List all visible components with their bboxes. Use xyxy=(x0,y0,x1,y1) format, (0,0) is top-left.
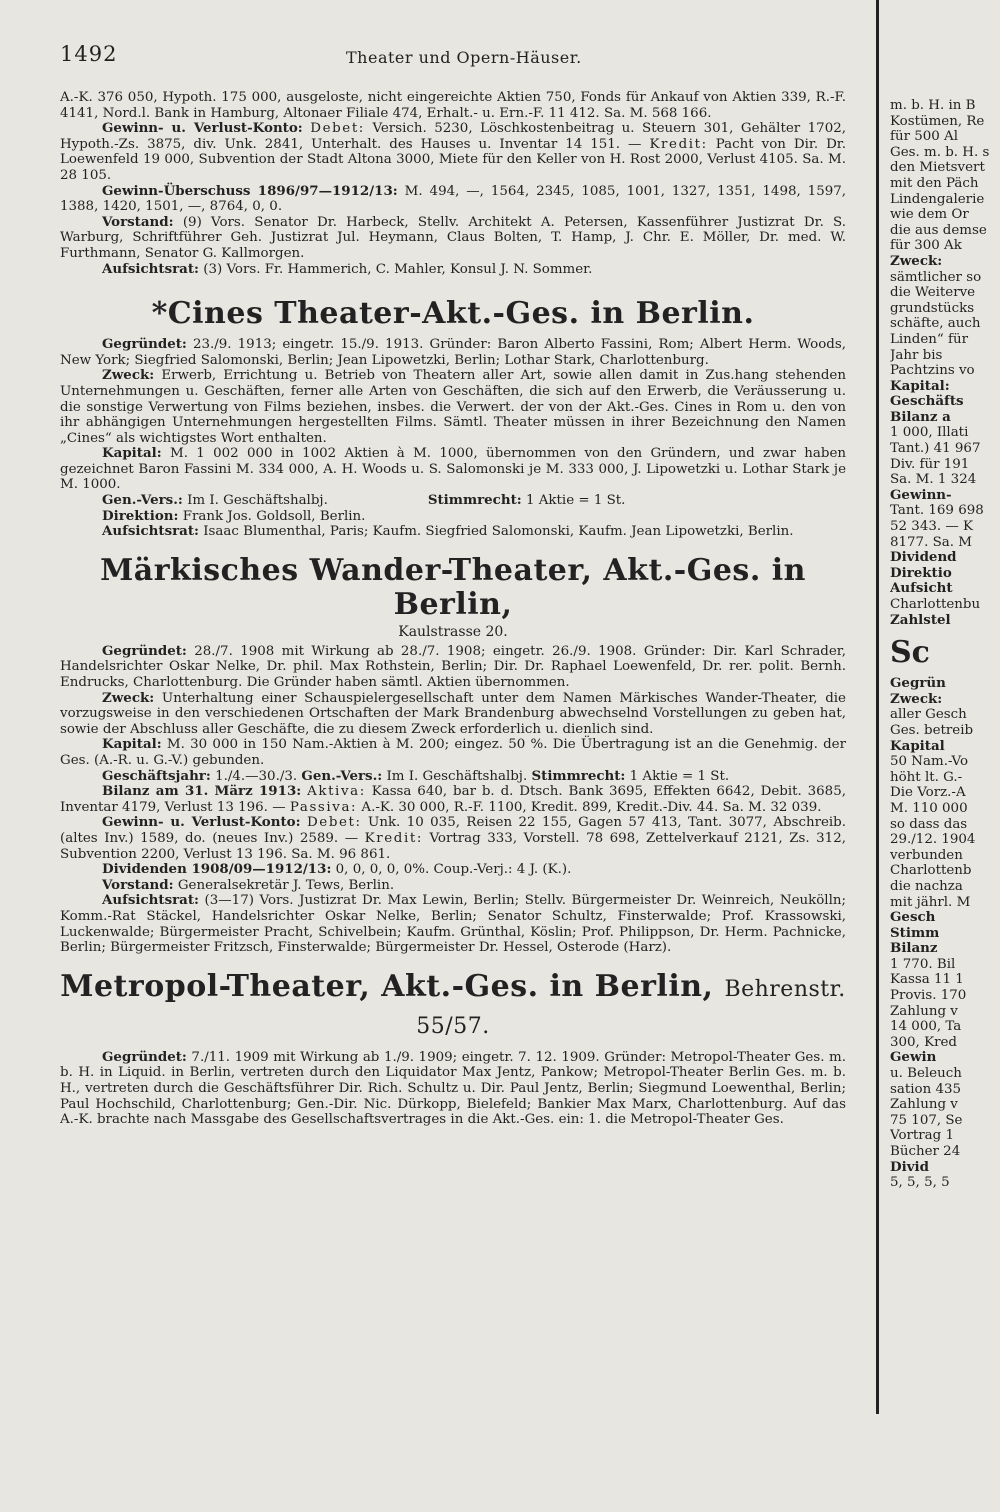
right-column-line: Jahr bis xyxy=(890,347,943,363)
cines-direktion xyxy=(60,509,846,525)
geschaeftsjahr-text: 1./4.—30./3. xyxy=(215,768,298,784)
direktion-label: Direktion: xyxy=(102,507,179,524)
right-column-line: Vortrag 1 xyxy=(890,1128,955,1144)
right-column-line: 1 770. Bil xyxy=(890,956,956,972)
page-number: 1492 xyxy=(60,42,118,66)
gegruendet-label: Gegründet: xyxy=(102,1048,187,1065)
right-column-fragment xyxy=(890,0,1000,1512)
right-column-line: Tant.) 41 967 xyxy=(890,441,981,457)
right-column-line: Divid xyxy=(890,1158,929,1175)
right-column-line: Ges. m. b. H. s xyxy=(890,144,990,160)
maerkisches-kapital xyxy=(60,737,846,768)
right-column-line: Kassa 11 1 xyxy=(890,972,964,988)
zweck-text: Erwerb, Errichtung u. Betrieb von Theatern aller Art, sowie allen damit in Zus.hang stehenden Unternehmungen u. Geschäften, ferner alle Arten von Geschäften, die sich auf den Erwerb, die Veräusserung u. die sonstige Verwertung von Films beziehen, insbes. die Verwert. der von der Akt.-Ges. Cines in Rom u. den von ihr abhängigen Unternehmungen hergestellten Films. Sämtl. Theater müssen in ihrer Bezeichnung den Namen „Cines“ als wichtigstes Wort enthalten. xyxy=(60,368,846,446)
aufsichtsrat-paragraph xyxy=(60,262,846,278)
gegruendet-label: Gegründet: xyxy=(102,642,187,659)
right-column-line: Kapital: xyxy=(890,377,950,394)
aufsichtsrat-text: (3) Vors. Fr. Hammerich, C. Mahler, Konsul J. N. Sommer. xyxy=(203,261,593,277)
right-column-line: Charlottenb xyxy=(890,863,972,879)
kapital-label: Kapital: xyxy=(102,445,162,462)
right-column-line: Linden“ für xyxy=(890,331,969,347)
right-column-line: 50 Nam.-Vo xyxy=(890,754,969,770)
gegruendet-text: 28./7. 1908 mit Wirkung ab 28./7. 1908; eingetr. 26./9. 1908. Gründer: Dir. Karl Schrader, Handelsrichter Oskar Nelke, Dr. phil. Max Rothstein, Berlin; Dir. Dr. Raphael Loewenfeld, Dr. rer. polit. Bernh. Endrucks, Charlottenburg. Die Gründer haben sämtl. Aktien übernommen. xyxy=(60,643,846,691)
company-address: Kaulstrasse 20. xyxy=(398,623,508,640)
right-column-line: Stimm xyxy=(890,924,940,941)
right-column-line: u. Beleuch xyxy=(890,1066,962,1082)
right-column-line: Div. für 191 xyxy=(890,456,970,472)
right-column-line: Tant. 169 698 xyxy=(890,503,984,519)
zweck-text: Unterhaltung einer Schauspielergesellschaft unter dem Namen Märkisches Wander-Theater, die vorzugsweise in den verschiedenen Ortschaften der Mark Brandenburg abwechselnd Vorstellungen zu geben hat, sowie der Abschluss aller Geschäfte, die zu diesem Zweck erforderlich u. dienlich sind. xyxy=(60,690,846,737)
gegruendet-text: 7./11. 1909 mit Wirkung ab 1./9. 1909; eingetr. 7. 12. 1909. Gründer: Metropol-Theater Ges. m. b. H. in Liquid. in Berlin, vertreten durch den Liquidator Max Jentz, Pankow; Metropol-Theater Berlin Ges. m. b. H., vertreten durch die Geschäftsführer Dir. Rich. Schultz u. Dir. Paul Jentz, Berlin; Siegmund Loewenthal, Berlin; Paul Hochschild, Charlottenburg; Gen.-Dir. Nic. Dürkopp, Bielefeld; Bankier Max Marx, Charlottenburg. Auf das A.-K. brachte nach Massgabe des Gesellschaftsvertrages in die Akt.-Ges. ein: 1. die Metropol-Theater Ges. xyxy=(60,1049,846,1128)
company-title-metropol xyxy=(60,970,846,1044)
stimmrecht-label: Stimmrecht: xyxy=(427,492,522,509)
right-column-line: Gesch xyxy=(890,909,936,926)
metropol-title-text: Metropol-Theater, Akt.-Ges. in Berlin, xyxy=(60,968,714,1004)
right-column-line: die nachza xyxy=(890,878,963,894)
right-column-line: Direktio xyxy=(890,564,952,581)
aufsichtsrat-label: Aufsichtsrat: xyxy=(102,523,199,540)
cines-kapital xyxy=(60,446,846,493)
company-title-maerkisches: Märkisches Wander-Theater, Akt.-Ges. in Berlin, xyxy=(100,552,806,622)
right-column-line: m. b. H. in B xyxy=(890,98,976,113)
maerkisches-gegruendet xyxy=(60,644,846,691)
right-column-line: 52 343. — K xyxy=(890,519,974,535)
right-column-line: Zweck: xyxy=(890,252,943,269)
gewinn-ueberschuss-label: Gewinn-Überschuss 1896/97—1912/13: xyxy=(102,182,398,199)
right-column-line: Gegrün xyxy=(890,675,946,692)
balance-continuation: A.-K. 376 050, Hypoth. 175 000, ausgeloste, nicht eingereichte Aktien 750, Fonds für Ankauf von Aktien 339, R.-F. 4141, Nord.l. Bank in Hamburg, Altonaer Filiale 474, Erhalt.- u. Ern.-F. 11 412. Sa. M. 568 166. xyxy=(60,90,846,121)
right-column-line: Lindengalerie xyxy=(890,191,985,207)
right-column-line: Bücher 24 xyxy=(890,1144,961,1159)
right-column-line: Gewin xyxy=(890,1049,937,1066)
genvers-text: Im I. Geschäftshalbj. xyxy=(386,768,528,784)
right-column-line: 75 107, Se xyxy=(890,1112,963,1128)
passiva-text: A.-K. 30 000, R.-F. 1100, Kredit. 899, Kredit.-Div. 44. Sa. M. 32 039. xyxy=(361,799,822,815)
metropol-gegruendet xyxy=(60,1050,846,1128)
right-column-line: sation 435 xyxy=(890,1081,962,1097)
stimmrecht-label: Stimmrecht: xyxy=(531,767,626,784)
genvers-label: Gen.-Vers.: xyxy=(301,767,383,784)
genvers-text: Im I. Geschäftshalbj. xyxy=(187,493,328,509)
right-column-line: so dass das xyxy=(890,816,968,832)
right-column-line: Geschäfts xyxy=(890,393,964,410)
right-column-line: Sa. M. 1 324 xyxy=(890,472,977,488)
right-column-line: mit den Päch xyxy=(890,175,979,191)
aufsichtsrat-label: Aufsichtsrat: xyxy=(102,892,199,909)
right-column-line: Aufsicht xyxy=(890,580,953,597)
maerkisches-guv xyxy=(60,815,846,862)
genvers-label: Gen.-Vers.: xyxy=(102,492,183,509)
right-column-line: schäfte, auch xyxy=(890,316,981,332)
debet-text: Unk. 10 035, Reisen 22 155, Gagen 57 413, Tant. 3077, Abschreib. (altes Inv.) 1589, do. (neues Inv.) 2589. — xyxy=(60,815,846,846)
bilanz-label: Bilanz am 31. März 1913: xyxy=(102,783,302,800)
running-title: Theater und Opern-Häuser. xyxy=(346,48,582,67)
guv-paragraph xyxy=(60,121,846,183)
cines-aufsichtsrat xyxy=(60,524,846,540)
right-column-line: die aus demse xyxy=(890,222,987,238)
aktiva-text: Kassa 640, bar b. d. Dtsch. Bank 3695, Effekten 6642, Debit. 3685, Inventar 4179, Verlust 13 196. — xyxy=(60,784,846,815)
direktion-text: Frank Jos. Goldsoll, Berlin. xyxy=(182,508,366,524)
right-column-line: Provis. 170 xyxy=(890,988,967,1004)
passiva-label: Passiva: xyxy=(289,799,358,815)
page-content xyxy=(60,90,846,1128)
right-column-line: 14 000, Ta xyxy=(890,1019,962,1035)
right-column-line: Zweck: xyxy=(890,690,943,707)
right-column-line: Sc xyxy=(890,635,930,671)
page-header xyxy=(60,42,846,72)
right-column-line: mit jährl. M xyxy=(890,894,971,910)
right-column-line: 1 000, Illati xyxy=(890,425,969,441)
maerkisches-vorstand xyxy=(60,878,846,894)
right-column-line: Zahlstel xyxy=(890,611,951,628)
main-column xyxy=(60,0,846,1414)
right-column-line: Zahlung v xyxy=(890,1097,958,1113)
kredit-text: Vortrag 333, Vorstell. 78 698, Zettelverkauf 2121, Zs. 312, Subvention 2200, Verlust 13 196. Sa. M. 96 861. xyxy=(60,830,846,862)
right-column-line: aller Gesch xyxy=(890,707,967,723)
maerkisches-bilanz xyxy=(60,784,846,815)
right-column-line: höht lt. G.- xyxy=(890,769,963,785)
right-column-line: Kostümen, Re xyxy=(890,113,985,129)
maerkisches-aufsichtsrat xyxy=(60,893,846,955)
zweck-label: Zweck: xyxy=(102,367,155,384)
right-column-line: grundstücks xyxy=(890,300,975,316)
right-column-line: Zahlung v xyxy=(890,1003,958,1019)
right-column-line: 300, Kred xyxy=(890,1034,957,1050)
debet-label: Debet: xyxy=(310,121,365,137)
vorstand-text: (9) Vors. Senator Dr. Harbeck, Stellv. Architekt A. Petersen, Kassenführer Justizrat Dr. S. Warburg, Schriftführer Geh. Justizrat Jul. Heymann, Claus Bolten, T. Hamp, J. Chr. E. Möller, Dr. med. W. Furthmann, Senator G. Kallmorgen. xyxy=(60,214,846,261)
guv-label: Gewinn- u. Verlust-Konto: xyxy=(102,814,301,831)
right-column-line: Ges. betreib xyxy=(890,722,974,738)
right-column-line: Die Vorz.-A xyxy=(890,785,966,801)
gewinn-ueberschuss-text: M. 494, —, 1564, 2345, 1085, 1001, 1327, 1351, 1498, 1597, 1388, 1420, 1501, —, 8764, 0, 0. xyxy=(60,183,846,215)
column-divider xyxy=(876,0,879,1414)
dividenden-text: 0, 0, 0, 0, 0%. Coup.-Verj.: 4 J. (K.). xyxy=(335,862,572,878)
geschaeftsjahr-label: Geschäftsjahr: xyxy=(102,767,211,784)
right-column-line: Gewinn- xyxy=(890,486,952,503)
right-column-line: Charlottenbu xyxy=(890,597,981,612)
kapital-text: M. 30 000 in 150 Nam.-Aktien à M. 200; eingez. 50 %. Die Übertragung ist an die Genehmig. der Ges. (A.-R. u. G.-V.) gebunden. xyxy=(60,737,846,768)
vorstand-text: Generalsekretär J. Tews, Berlin. xyxy=(177,877,395,893)
maerkisches-dividenden xyxy=(60,862,846,878)
right-column-line: Bilanz xyxy=(890,940,938,957)
right-column-line: 5, 5, 5, 5 xyxy=(890,1175,950,1191)
debet-text: Versich. 5230, Löschkostenbeitrag u. Steuern 301, Gehälter 1702, Hypoth.-Zs. 3875, div. Unk. 2841, Unterhalt. des Hauses u. Inventar 14 151. — xyxy=(60,121,846,152)
kapital-label: Kapital: xyxy=(102,736,162,753)
aufsichtsrat-label: Aufsichtsrat: xyxy=(102,260,199,277)
right-column-line: die Weiterve xyxy=(890,285,976,301)
kapital-text: M. 1 002 000 in 1002 Aktien à M. 1000, übernommen von den Gründern, und zwar haben gezeichnet Baron Fassini M. 334 000, A. H. Woods u. S. Salomonski je M. 333 000, J. Lipowetzki u. Lothar Stark je M. 1000. xyxy=(60,446,846,493)
zweck-label: Zweck: xyxy=(102,689,155,706)
metropol-address: Behrenstr. 55/57. xyxy=(416,976,846,1039)
vorstand-label: Vorstand: xyxy=(102,213,174,230)
vorstand-label: Vorstand: xyxy=(102,876,174,893)
aufsichtsrat-text: Isaac Blumenthal, Paris; Kaufm. Siegfried Salomonski, Kaufm. Jean Lipowetzki, Berlin. xyxy=(203,524,794,540)
right-column-line: 29./12. 1904 xyxy=(890,832,976,848)
vorstand-paragraph xyxy=(60,215,846,262)
cines-genvers xyxy=(60,493,846,509)
right-column-line: sämtlicher so xyxy=(890,269,982,285)
right-column-line: für 500 Al xyxy=(890,129,959,145)
right-column-line: M. 110 000 xyxy=(890,800,968,816)
right-column-line: für 300 Ak xyxy=(890,238,962,254)
kredit-text: Pacht von Dir. Dr. Loewenfeld 19 000, Subvention der Stadt Altona 3000, Miete für den Keller von H. Rost 2000, Verlust 4105. Sa. M. 28 105. xyxy=(60,136,846,183)
gegruendet-text: 23./9. 1913; eingetr. 15./9. 1913. Gründer: Baron Alberto Fassini, Rom; Albert Herm. Woods, New York; Siegfried Salomonski, Berlin; Jean Lipowetzki, Berlin; Lothar Stark, Charlottenburg. xyxy=(60,337,846,368)
right-column-line: wie dem Or xyxy=(890,207,969,223)
stimmrecht-text: 1 Aktie = 1 St. xyxy=(525,493,626,509)
kredit-label: Kredit: xyxy=(364,830,423,846)
right-column-line: verbunden xyxy=(890,847,963,863)
dividenden-label: Dividenden 1908/09—1912/13: xyxy=(102,861,332,878)
aufsichtsrat-text: (3—17) Vors. Justizrat Dr. Max Lewin, Berlin; Stellv. Bürgermeister Dr. Weinreich, Neukölln; Komm.-Rat Stäckel, Handelsrichter Oskar Nelke, Berlin; Senator Schultz, Finsterwalde; Prof. Krassowski, Luckenwalde; Bürgermeister Pracht, Schivelbein; Kaufm. Grünthal, Köslin; Prof. Philippson, Dr. Herm. Pachnicke, Berlin; Bürgermeister Fritzsch, Finsterwalde; Bürgermeister Dr. Hessel, Osterode (Harz). xyxy=(60,893,846,956)
right-column-line: Kapital xyxy=(890,737,945,754)
guv-label: Gewinn- u. Verlust-Konto: xyxy=(102,120,303,137)
right-column-line: Pachtzins vo xyxy=(890,363,975,379)
right-column-line: Dividend xyxy=(890,549,957,566)
gewinn-ueberschuss-paragraph xyxy=(60,184,846,215)
gegruendet-label: Gegründet: xyxy=(102,336,187,353)
cines-gegruendet xyxy=(60,337,846,368)
maerkisches-zweck xyxy=(60,691,846,738)
aktiva-label: Aktiva: xyxy=(307,784,366,800)
right-column-line: Bilanz a xyxy=(890,408,951,425)
kredit-label: Kredit: xyxy=(649,136,708,152)
maerkisches-geschaeftsjahr xyxy=(60,769,846,785)
right-column-line: den Mietsvert xyxy=(890,160,985,176)
right-column-line: 8177. Sa. M xyxy=(890,534,972,550)
company-title-cines: *Cines Theater-Akt.-Ges. in Berlin. xyxy=(151,296,755,332)
stimmrecht-text: 1 Aktie = 1 St. xyxy=(629,768,730,784)
cines-zweck xyxy=(60,368,846,446)
debet-label: Debet: xyxy=(306,815,362,831)
